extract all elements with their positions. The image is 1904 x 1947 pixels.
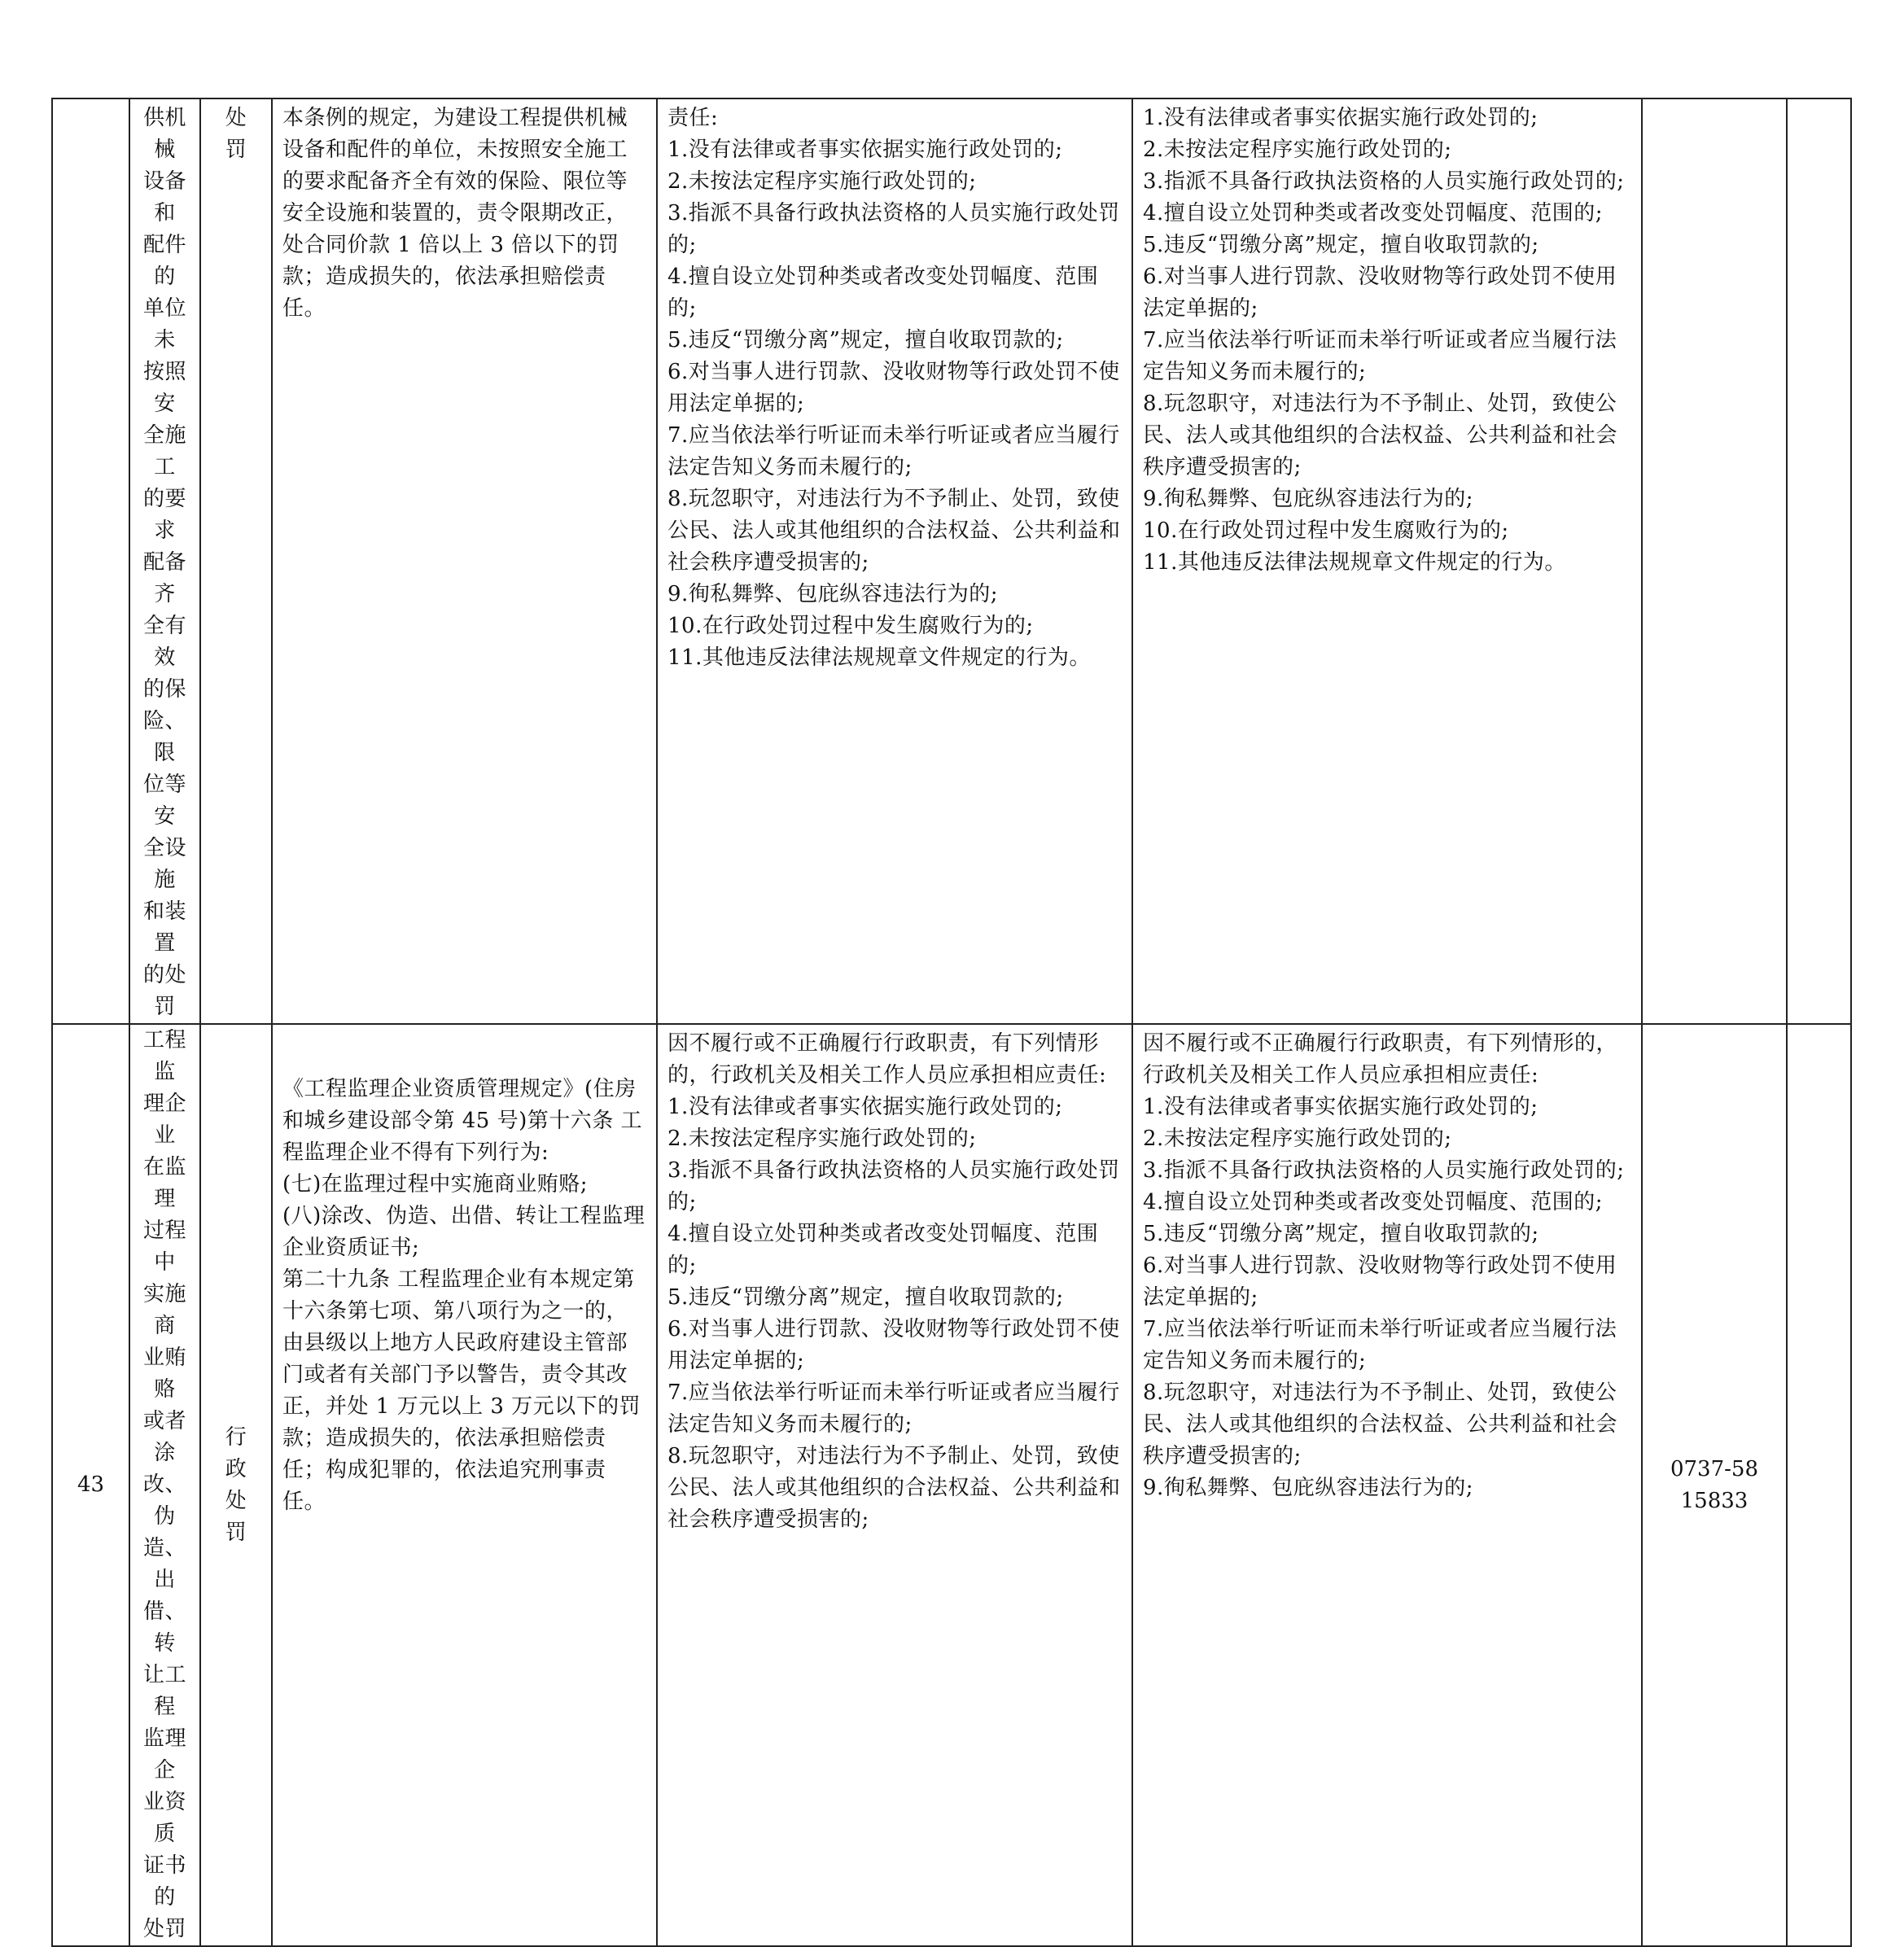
seq-number: 43 [77, 1472, 105, 1497]
item-name-cell [129, 98, 200, 1024]
remarks-cell [1787, 98, 1851, 1024]
responsibility-cell [657, 1024, 1132, 1946]
accountability-cell [1132, 1024, 1642, 1946]
responsibility-cell [657, 98, 1132, 1024]
seq-cell [52, 98, 129, 1024]
legal-basis-cell [272, 98, 657, 1024]
item-name: 供机械 设备和 配件的 单位未 按照安 全施工 的要求 配备齐 全有效 的保 险、限 位等安 全设施 和装置 的处罚 [142, 106, 186, 1019]
item-name-cell [129, 1024, 200, 1946]
category-cell [200, 1024, 272, 1946]
remarks-cell [1787, 1024, 1851, 1946]
legal-basis-text: 《工程监理企业资质管理规定》(住房和城乡建设部令第 45 号)第十六条 工程监理企业不得有下列行为: (七)在监理过程中实施商业贿赂; (八)涂改、伪造、出借、转让工程监理企业资质证书; 第二十九条 工程监理企业有本规定第十六条第七项、第八项行为之一的，由县级以上地方人民政府建设主管部门或者有关部门予以警告，责令其改正，并处 1 万元以上 3 万元以下的罚款；造成损失的，依法承担赔偿责任；构成犯罪的，依法追究刑事责任。 [282, 1077, 646, 1514]
phone-cell [1642, 98, 1787, 1024]
accountability-text: 1.没有法律或者事实依据实施行政处罚的; 2.未按法定程序实施行政处罚的; 3.指派不具备行政执法资格的人员实施行政处罚的; 4.擅自设立处罚种类或者改变处罚幅度、范围的; 5.违反“罚缴分离”规定，擅自收取罚款的; 6.对当事人进行罚款、没收财物等行政处罚不使用法定单据的; 7.应当依法举行听证而未举行听证或者应当履行法定告知义务而未履行的; 8.玩忽职守，对违法行为不予制止、处罚，致使公民、法人或其他组织的合法权益、公共利益和社会秩序遭受损害的; 9.徇私舞弊、包庇纵容违法行为的; 10.在行政处罚过程中发生腐败行为的; 11.其他违反法律法规规章文件规定的行为。 [1143, 106, 1625, 575]
phone-number: 0737-58 15833 [1670, 1456, 1759, 1513]
legal-basis-cell [272, 1024, 657, 1946]
seq-cell [52, 1024, 129, 1946]
responsibility-text: 因不履行或不正确履行行政职责，有下列情形的，行政机关及相关工作人员应承担相应责任: 1.没有法律或者事实依据实施行政处罚的; 2.未按法定程序实施行政处罚的; 3.指派不具备行政执法资格的人员实施行政处罚的; 4.擅自设立处罚种类或者改变处罚幅度、范围的; 5.违反“罚缴分离”规定，擅自收取罚款的; 6.对当事人进行罚款、没收财物等行政处罚不使用法定单据的; 7.应当依法举行听证而未举行听证或者应当履行法定告知义务而未履行的; 8.玩忽职守，对违法行为不予制止、处罚，致使公民、法人或其他组织的合法权益、公共利益和社会秩序遭受损害的; [667, 1031, 1121, 1532]
responsibility-text: 责任: 1.没有法律或者事实依据实施行政处罚的; 2.未按法定程序实施行政处罚的; 3.指派不具备行政执法资格的人员实施行政处罚的; 4.擅自设立处罚种类或者改变处罚幅度、范围的; 5.违反“罚缴分离”规定，擅自收取罚款的; 6.对当事人进行罚款、没收财物等行政处罚不使用法定单据的; 7.应当依法举行听证而未举行听证或者应当履行法定告知义务而未履行的; 8.玩忽职守，对违法行为不予制止、处罚，致使公民、法人或其他组织的合法权益、公共利益和社会秩序遭受损害的; 9.徇私舞弊、包庇纵容违法行为的; 10.在行政处罚过程中发生腐败行为的; 11.其他违反法律法规规章文件规定的行为。 [667, 106, 1121, 670]
legal-basis-text: 本条例的规定，为建设工程提供机械设备和配件的单位，未按照安全施工的要求配备齐全有效的保险、限位等安全设施和装置的，责令限期改正，处合同价款 1 倍以上 3 倍以下的罚款；造成损失的，依法承担赔偿责任。 [282, 106, 628, 321]
category: 处 罚 [225, 106, 247, 162]
remarks-text [1788, 99, 1850, 103]
table-row [52, 98, 1851, 1024]
phone-cell [1642, 1024, 1787, 1946]
accountability-cell [1132, 98, 1642, 1024]
responsibility-table [51, 98, 1852, 1947]
remarks-text [1788, 1025, 1850, 1028]
category-cell [200, 98, 272, 1024]
category: 行 政 处 罚 [225, 1424, 247, 1545]
table-row [52, 1024, 1851, 1946]
item-name: 工程监 理企业 在监理 过程中 实施商 业贿赂 或者涂 改、伪 造、出 借、转 让工程 监理企 业资质 证书的 处罚 [142, 1028, 186, 1941]
accountability-text: 因不履行或不正确履行行政职责，有下列情形的，行政机关及相关工作人员应承担相应责任: 1.没有法律或者事实依据实施行政处罚的; 2.未按法定程序实施行政处罚的; 3.指派不具备行政执法资格的人员实施行政处罚的; 4.擅自设立处罚种类或者改变处罚幅度、范围的; 5.违反“罚缴分离”规定，擅自收取罚款的; 6.对当事人进行罚款、没收财物等行政处罚不使用法定单据的; 7.应当依法举行听证而未举行听证或者应当履行法定告知义务而未履行的; 8.玩忽职守，对违法行为不予制止、处罚，致使公民、法人或其他组织的合法权益、公共利益和社会秩序遭受损害的; 9.徇私舞弊、包庇纵容违法行为的; [1143, 1031, 1625, 1500]
